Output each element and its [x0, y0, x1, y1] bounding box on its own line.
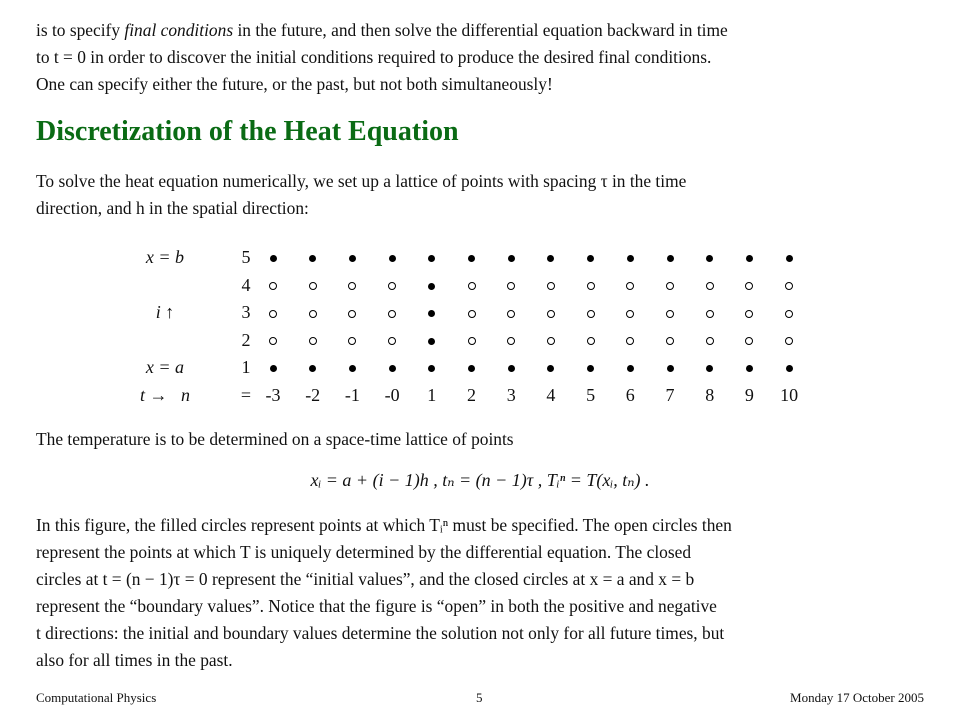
open-point: [309, 310, 317, 318]
time-axis-value: 3: [506, 384, 516, 405]
filled-point: [547, 255, 554, 262]
lattice-point: [300, 272, 326, 299]
lattice-point: [498, 354, 524, 381]
filled-point: [508, 255, 515, 262]
lattice-point: [697, 354, 723, 381]
open-point: [706, 337, 714, 345]
lattice-point: [538, 272, 564, 299]
lattice-point: [617, 299, 643, 326]
lattice-point: [459, 244, 485, 271]
lattice-point: [617, 272, 643, 299]
lattice-point: [498, 327, 524, 354]
row-index: 1: [241, 357, 251, 377]
open-point: [666, 337, 674, 345]
open-point: [388, 310, 396, 318]
lattice-point: [538, 354, 564, 381]
open-point: [785, 337, 793, 345]
row-index: 2: [241, 329, 251, 350]
lattice-point: [578, 272, 604, 299]
time-axis-value: 10: [780, 384, 799, 405]
lattice-point: [657, 244, 683, 271]
footer-page-number: 5: [476, 690, 483, 705]
lattice-point: [776, 327, 802, 354]
lattice-point: [736, 299, 762, 326]
open-point: [745, 282, 753, 290]
time-axis-value: 9: [744, 384, 754, 405]
filled-point: [786, 255, 793, 262]
lattice-point: [379, 244, 405, 271]
open-point: [666, 282, 674, 290]
lattice-point: [538, 299, 564, 326]
open-point: [547, 310, 555, 318]
open-point: [745, 310, 753, 318]
lattice-point: [339, 244, 365, 271]
lattice-point: [260, 354, 286, 381]
footer-date: Monday 17 October 2005: [790, 690, 924, 705]
row-index: 5: [241, 247, 251, 267]
lattice-point: [776, 244, 802, 271]
open-point: [468, 310, 476, 318]
filled-point: [746, 255, 753, 262]
lattice-point: [300, 299, 326, 326]
lattice-point: [578, 244, 604, 271]
time-axis-value: -3: [265, 384, 281, 405]
open-point: [468, 282, 476, 290]
lattice-point: [459, 327, 485, 354]
open-point: [348, 282, 356, 290]
section-title: Discretization of the Heat Equation: [36, 116, 459, 147]
lattice-point: [379, 272, 405, 299]
lattice-point: [459, 354, 485, 381]
filled-point: [746, 365, 753, 372]
lattice-point: [300, 354, 326, 381]
intro-paragraph: [36, 17, 924, 98]
lattice-point: [736, 354, 762, 381]
lattice-point: [339, 272, 365, 299]
open-point: [309, 282, 317, 290]
filled-point: [428, 255, 435, 262]
figure-line-1: In this figure, the filled circles represent points at which Tᵢⁿ must be specified. The open circles then: [36, 515, 732, 535]
lattice-point: [657, 354, 683, 381]
filled-point: [706, 365, 713, 372]
time-axis-value: 5: [586, 384, 596, 405]
lattice-point: [697, 272, 723, 299]
lattice-point: [339, 354, 365, 381]
lattice-point: [379, 354, 405, 381]
filled-point: [309, 365, 316, 372]
open-point: [785, 282, 793, 290]
lattice-point: [776, 272, 802, 299]
temperature-text: [36, 426, 924, 453]
filled-point: [706, 255, 713, 262]
lattice-point: [300, 327, 326, 354]
time-axis-equals: =: [240, 384, 252, 405]
figure-line-4: represent the “boundary values”. Notice that the figure is “open” in both the positive and negative: [36, 596, 717, 616]
lattice-point: [498, 299, 524, 326]
lattice-point: [538, 244, 564, 271]
time-axis-value: 2: [467, 384, 476, 405]
open-point: [706, 282, 714, 290]
filled-point: [428, 338, 435, 345]
filled-point: [627, 255, 634, 262]
filled-point: [667, 255, 674, 262]
row-label: i ↑: [155, 302, 175, 322]
lattice-point: [419, 327, 445, 354]
filled-point: [428, 283, 435, 290]
lattice-point: [538, 327, 564, 354]
footer-left: Computational Physics: [36, 690, 157, 705]
open-point: [507, 282, 515, 290]
time-axis-value: -0: [384, 384, 400, 405]
filled-point: [349, 255, 356, 262]
lattice-point: [736, 327, 762, 354]
open-point: [269, 337, 277, 345]
open-point: [348, 310, 356, 318]
open-point: [348, 337, 356, 345]
open-point: [468, 337, 476, 345]
filled-point: [349, 365, 356, 372]
lattice-point: [578, 327, 604, 354]
row-label: x = a: [145, 357, 185, 377]
lattice-point: [736, 244, 762, 271]
open-point: [785, 310, 793, 318]
lattice-point: [776, 354, 802, 381]
intro-line-1: is to specify final conditions in the future, and then solve the differential equation backward in time: [36, 20, 728, 40]
lattice-point: [260, 244, 286, 271]
figure-line-2: represent the points at which T is uniquely determined by the differential equation. The closed: [36, 542, 692, 562]
lattice-point: [736, 272, 762, 299]
time-axis-value: 8: [705, 384, 715, 405]
time-axis-value: 7: [665, 384, 675, 405]
lattice-point: [379, 327, 405, 354]
intro-line-3: One can specify either the future, or the past, but not both simultaneously!: [36, 74, 553, 94]
open-point: [269, 310, 277, 318]
open-point: [626, 282, 634, 290]
time-axis-value: 4: [546, 384, 556, 405]
filled-point: [309, 255, 316, 262]
time-axis-value: -1: [344, 384, 360, 405]
figure-explanation-paragraph: [36, 512, 924, 674]
lattice-point: [697, 244, 723, 271]
lattice-point: [419, 244, 445, 271]
filled-point: [389, 365, 396, 372]
row-index: 4: [241, 274, 251, 295]
time-axis-value: -2: [305, 384, 321, 405]
open-point: [309, 337, 317, 345]
lattice-point: [617, 354, 643, 381]
filled-point: [389, 255, 396, 262]
open-point: [587, 282, 595, 290]
filled-point: [428, 365, 435, 372]
figure-line-3: circles at t = (n − 1)τ = 0 represent the “initial values”, and the closed circles at x = a and x = b: [36, 569, 695, 589]
open-point: [269, 282, 277, 290]
lattice-point: [260, 272, 286, 299]
open-point: [626, 310, 634, 318]
row-label: x = b: [145, 247, 185, 267]
open-point: [666, 310, 674, 318]
lattice-point: [498, 244, 524, 271]
lattice-point: [459, 272, 485, 299]
figure-line-6: also for all times in the past.: [36, 650, 233, 670]
time-axis-value: 6: [625, 384, 635, 405]
lattice-point: [419, 299, 445, 326]
lattice-point: [697, 327, 723, 354]
open-point: [507, 310, 515, 318]
open-point: [626, 337, 634, 345]
lattice-point: [419, 354, 445, 381]
lattice-point: [260, 327, 286, 354]
lattice-point: [617, 327, 643, 354]
equation-text: xᵢ = a + (i − 1)h , tₙ = (n − 1)τ , Tᵢⁿ = T(xᵢ, tₙ) .: [310, 470, 650, 490]
open-point: [388, 282, 396, 290]
filled-point: [508, 365, 515, 372]
lattice-point: [697, 299, 723, 326]
lattice-point: [339, 299, 365, 326]
lattice-point: [379, 299, 405, 326]
temperature-line: The temperature is to be determined on a space-time lattice of points: [36, 429, 514, 449]
lattice-point: [617, 244, 643, 271]
lattice-point: [498, 272, 524, 299]
filled-point: [428, 310, 435, 317]
lattice-point: [657, 299, 683, 326]
lattice-point: [578, 299, 604, 326]
lattice-point: [339, 327, 365, 354]
filled-point: [786, 365, 793, 372]
lattice-point: [260, 299, 286, 326]
filled-point: [547, 365, 554, 372]
filled-point: [270, 365, 277, 372]
filled-point: [587, 255, 594, 262]
open-point: [547, 282, 555, 290]
lattice-intro-paragraph: [36, 168, 924, 222]
lattice-point: [459, 299, 485, 326]
figure-line-5: t directions: the initial and boundary values determine the solution not only for all future times, but: [36, 623, 725, 643]
time-axis-label: t → n: [139, 384, 190, 405]
lattice-intro-line-2: direction, and h in the spatial direction:: [36, 198, 309, 218]
open-point: [507, 337, 515, 345]
filled-point: [468, 365, 475, 372]
lattice-point: [578, 354, 604, 381]
row-index: 3: [241, 302, 251, 322]
open-point: [388, 337, 396, 345]
filled-point: [468, 255, 475, 262]
lattice-point: [300, 244, 326, 271]
filled-point: [627, 365, 634, 372]
intro-line-2: to t = 0 in order to discover the initial conditions required to produce the desired final conditions.: [36, 47, 712, 67]
lattice-equation: [0, 470, 960, 491]
time-axis-value: 1: [427, 384, 437, 405]
open-point: [547, 337, 555, 345]
open-point: [706, 310, 714, 318]
lattice-point: [776, 299, 802, 326]
filled-point: [667, 365, 674, 372]
filled-point: [270, 255, 277, 262]
open-point: [745, 337, 753, 345]
lattice-intro-line-1: To solve the heat equation numerically, we set up a lattice of points with spacing τ in the time: [36, 171, 687, 191]
lattice-point: [419, 272, 445, 299]
lattice-point: [657, 272, 683, 299]
open-point: [587, 337, 595, 345]
filled-point: [587, 365, 594, 372]
open-point: [587, 310, 595, 318]
lattice-point: [657, 327, 683, 354]
